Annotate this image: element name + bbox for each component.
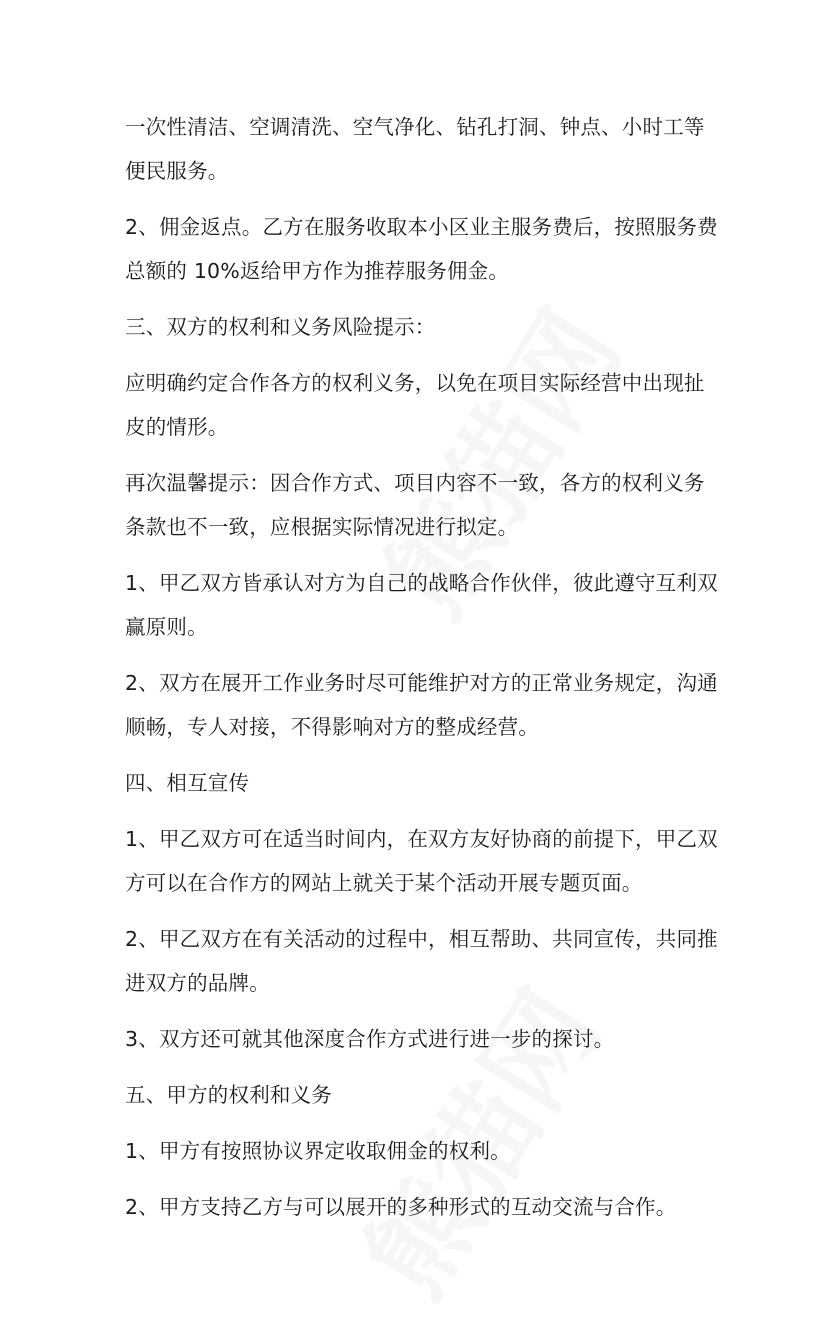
paragraph: 2、甲方支持乙方与可以展开的多种形式的互动交流与合作。 xyxy=(125,1195,677,1219)
paragraph: 3、双方还可就其他深度合作方式进行进一步的探讨。 xyxy=(125,1027,615,1051)
section-heading: 五、甲方的权利和义务 xyxy=(125,1083,332,1107)
paragraph: 再次温馨提示：因合作方式、项目内容不一致，各方的权利义务条款也不一致，应根据实际情况进行拟定。 xyxy=(125,471,705,539)
paragraph: 1、甲方有按照协议界定收取佣金的权利。 xyxy=(125,1139,511,1163)
paragraph: 2、双方在展开工作业务时尽可能维护对方的正常业务规定，沟通顺畅，专人对接，不得影响对方的整成经营。 xyxy=(125,671,718,739)
document-body xyxy=(125,105,720,1241)
paragraph: 1、甲乙双方可在适当时间内，在双方友好协商的前提下，甲乙双方可以在合作方的网站上就关于某个活动开展专题页面。 xyxy=(125,827,718,895)
paragraph: 一次性清洁、空调清洗、空气净化、钻孔打洞、钟点、小时工等便民服务。 xyxy=(125,115,705,183)
paragraph: 2、甲乙双方在有关活动的过程中，相互帮助、共同宣传，共同推进双方的品牌。 xyxy=(125,927,718,995)
paragraph: 1、甲乙双方皆承认对方为自己的战略合作伙伴，彼此遵守互利双赢原则。 xyxy=(125,571,718,639)
section-heading: 四、相互宣传 xyxy=(125,771,250,795)
section-heading: 三、双方的权利和义务风险提示： xyxy=(125,315,436,339)
paragraph: 应明确约定合作各方的权利义务，以免在项目实际经营中出现扯皮的情形。 xyxy=(125,371,705,439)
paragraph: 2、佣金返点。乙方在服务收取本小区业主服务费后，按照服务费总额的 10%返给甲方作为推荐服务佣金。 xyxy=(125,215,718,283)
